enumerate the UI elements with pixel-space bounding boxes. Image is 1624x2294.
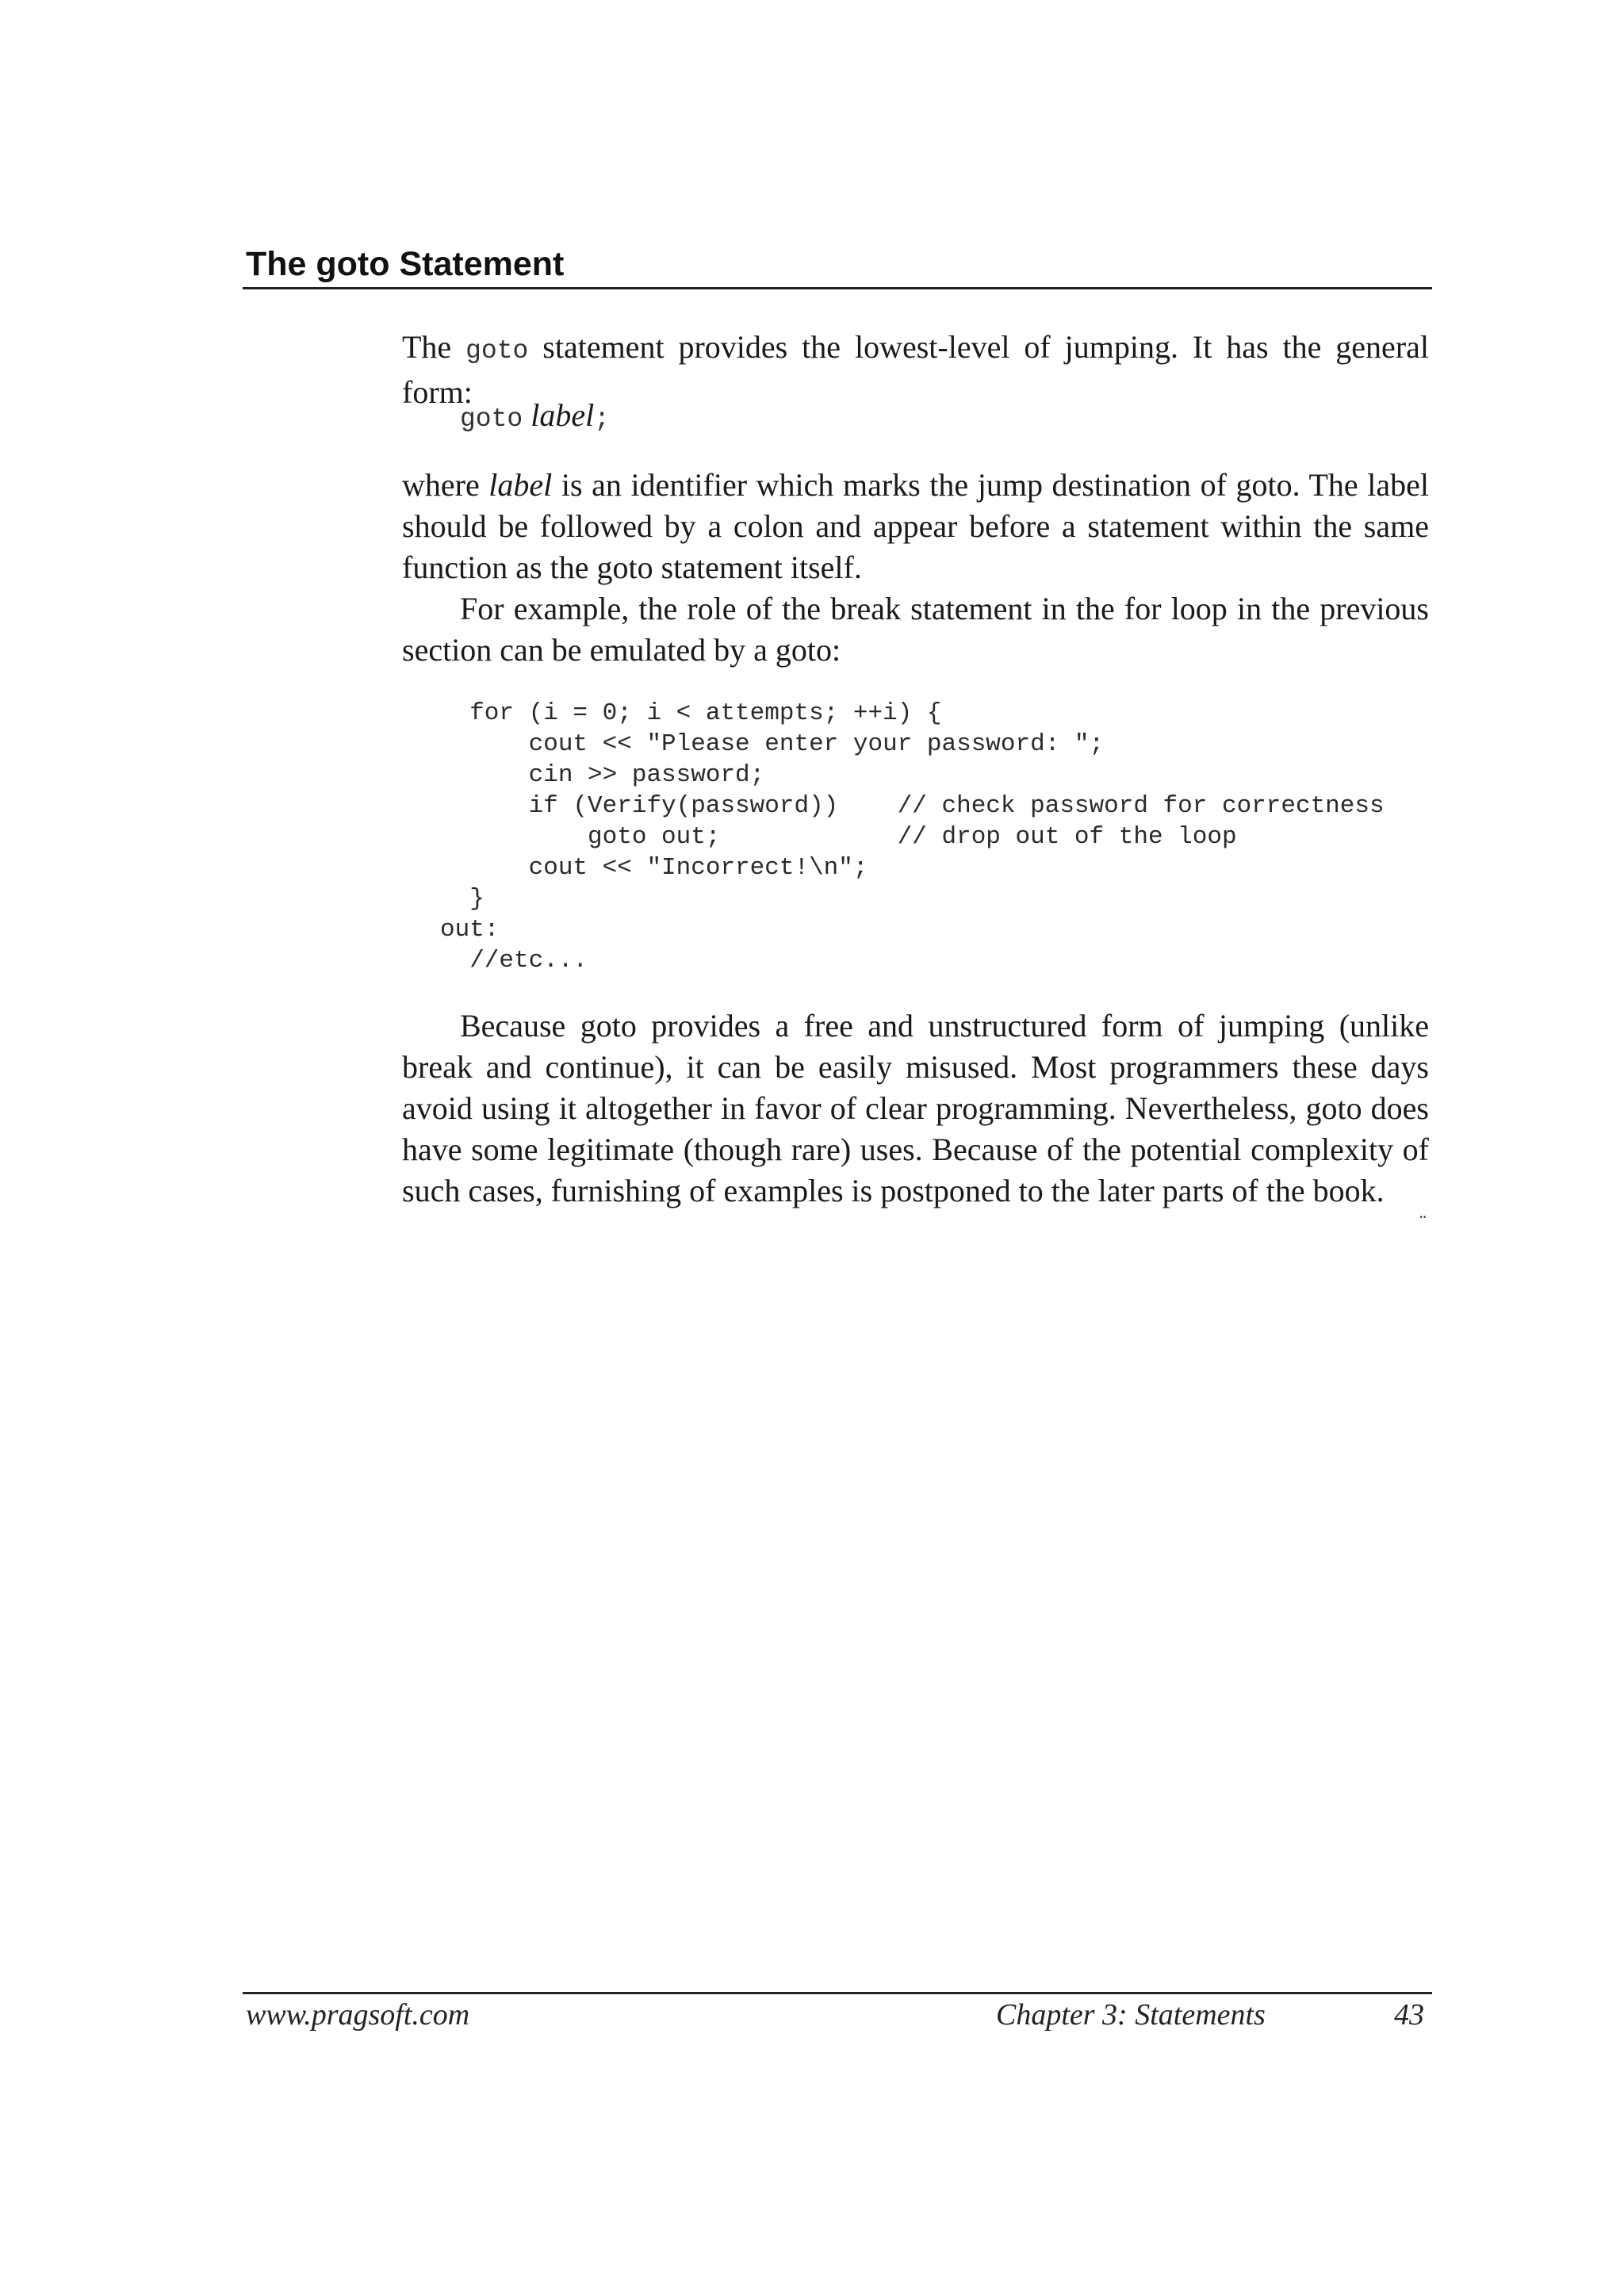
intro-text-before: The [402,329,466,365]
because-paragraph-block [402,1005,1429,1212]
code-line: if (Verify(password)) // check password for correctness [440,792,1385,820]
because-paragraph: Because goto provides a free and unstructured form of jumping (unlike break and continue), it can be easily misused. Most programmers these days avoid using it altogether in favor of clear programming. Nevertheless, goto does have some legitimate (though rare) uses. Because of the potential complexity of such cases, furnishing of examples is postponed to the later parts of the book. [402,1008,1429,1208]
code-listing [440,698,1385,976]
code-line: goto out; // drop out of the loop [440,823,1237,851]
intro-text-after: statement provides the lowest-level of jumping. It has the general form: [402,329,1430,410]
code-line: //etc... [440,947,588,975]
code-line: cin >> password; [440,761,765,789]
heading-rule [243,287,1432,289]
intro-inline-code: goto [465,336,529,366]
end-of-section-mark: ¨ [1419,1211,1427,1234]
general-form-keyword: goto [460,404,523,434]
footer-chapter: Chapter 3: Statements [996,1998,1266,2032]
footer-page-number: 43 [1394,1998,1424,2032]
section-heading: The goto Statement [246,245,565,283]
general-form [460,395,610,440]
where-text-before: where [402,467,489,503]
footer-website: www.pragsoft.com [246,1998,470,2032]
code-line: out: [440,916,500,944]
code-line: } [440,885,485,913]
example-paragraph: For example, the role of the break statement in the for loop in the previous section can be emulated by a goto: [402,591,1429,668]
code-line: cout << "Incorrect!\n"; [440,854,868,882]
code-line: for (i = 0; i < attempts; ++i) { [440,699,942,727]
general-form-semicolon: ; [594,404,611,434]
where-text-after: is an identifier which marks the jump destination of goto. The label should be followed by a colon and appear before a statement within the same function as the goto statement itself. [402,467,1430,585]
where-paragraph [402,465,1429,671]
code-line: cout << "Please enter your password: "; [440,730,1105,758]
where-label: label [488,467,553,503]
footer-rule [243,1992,1432,1994]
general-form-label: label [530,397,595,433]
